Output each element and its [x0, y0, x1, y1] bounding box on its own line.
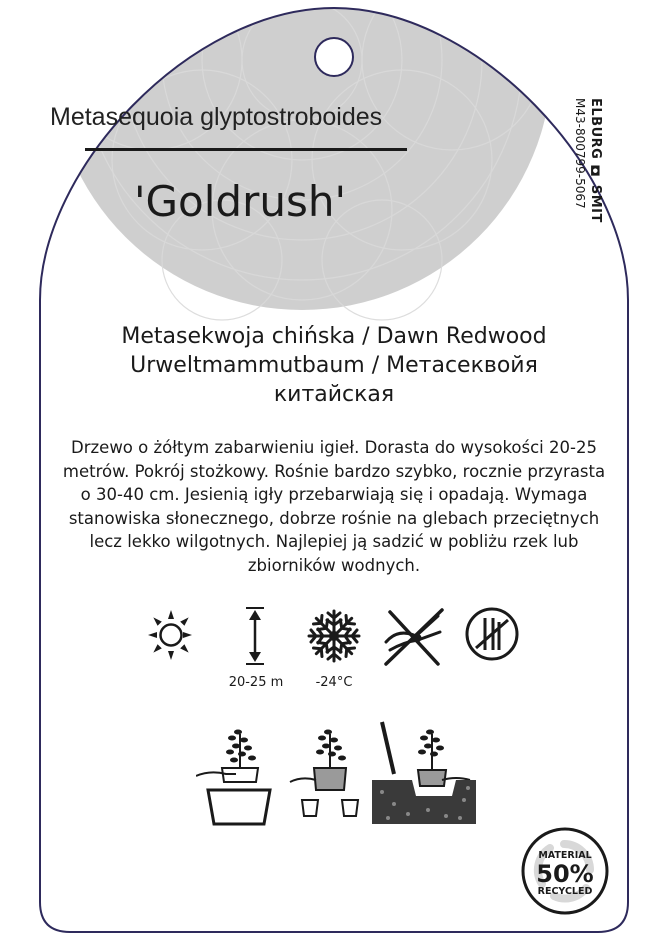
hardiness-label: -24°C — [315, 675, 353, 690]
planting-step-2-icon — [288, 720, 366, 826]
planting-step-3-icon — [372, 718, 476, 828]
no-pruning-icon — [380, 606, 448, 668]
header-disc — [52, 0, 552, 320]
description: Drzewo o żółtym zabarwieniu igieł. Dorasta do wysokości 20-25 metrów. Pokrój stożkowy. Rośnie bardzo szybko, rocznie przyrasta o 30-40 cm. Jesienią igły przebarwiają się i opadają. Wymaga stanowiska słonecznego, dobrze rośnie na glebach przeciętnych lecz lekko wilgotnych. Najlepiej ją sadzić w pobliżu rzek lub zbiorników wodnych. — [62, 438, 606, 575]
common-name-line-2: Urweltmammutbaum / Метасеквойя — [130, 353, 538, 378]
common-names — [60, 322, 608, 409]
no-cutting-icon — [464, 606, 520, 662]
common-name-line-3: китайская — [273, 382, 395, 407]
product-code: M43-800799-5067 — [573, 98, 587, 209]
snowflake-icon — [306, 608, 362, 664]
cultivar-name: 'Goldrush' — [133, 177, 347, 226]
badge-recycled-text: RECYCLED — [537, 886, 593, 897]
badge-percent-text: 50% — [536, 860, 594, 888]
full-sun-icon — [148, 606, 194, 664]
brand-block — [573, 98, 612, 248]
brand-name: ELBURG ◘ SMIT — [588, 98, 603, 223]
botanical-name: Metasequoia glyptostroboides — [50, 103, 383, 131]
height-arrow-icon — [243, 606, 267, 666]
recycled-material-badge — [520, 826, 610, 916]
height-label: 20-25 m — [228, 675, 284, 690]
hang-hole — [315, 38, 353, 76]
title-divider — [85, 148, 407, 151]
common-name-line-1: Metasekwoja chińska / Dawn Redwood — [121, 324, 547, 349]
badge-material-text: MATERIAL — [538, 850, 592, 861]
planting-step-1-icon — [196, 720, 280, 826]
